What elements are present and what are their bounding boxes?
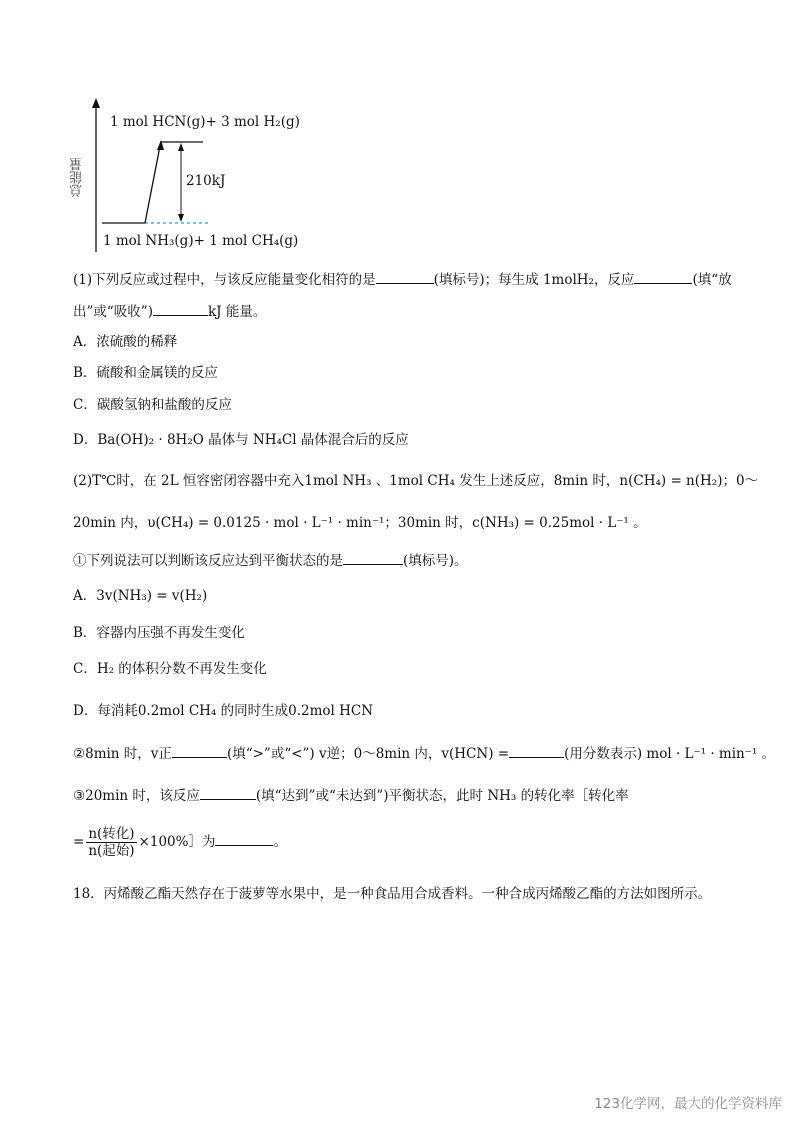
q1-line1: (1)下列反应或过程中，与该反应能量变化相符的是 (填标号)；每生成 1molH₂，反应 (填“放	[73, 272, 732, 288]
q18-text: 18．丙烯酸乙酯天然存在于菠萝等水果中，是一种食品用合成香料。一种合成丙烯酸乙酯的方法如图所示。	[73, 886, 712, 902]
q2-sub3: ③20min 时，该反应 (填“达到”或“未达到”)平衡状态，此时 NH₃ 的转化率［转化率	[73, 788, 629, 804]
y-axis-arrowhead	[92, 98, 100, 108]
conversion-fraction: $\frac{\text{n(转化)}}{\text{n(起始)}}$	[88, 826, 135, 860]
answer-blank[interactable]	[153, 303, 208, 316]
gap-arrowhead-down	[178, 214, 184, 222]
transition-line	[145, 146, 160, 223]
answer-blank[interactable]	[172, 745, 227, 758]
q2-sub1: ①下列说法可以判断该反应达到平衡状态的是 (填标号)。	[73, 553, 468, 569]
q2-sub1-option-d: D．每消耗0.2mol CH₄ 的同时生成0.2mol HCN	[73, 703, 374, 719]
q1-option-d: D．Ba(OH)₂ · 8H₂O 晶体与 NH₄Cl 晶体混合后的反应	[73, 432, 409, 448]
answer-blank[interactable]	[215, 833, 273, 846]
q1-option-c: C．碳酸氢钠和盐酸的反应	[73, 397, 232, 413]
answer-blank[interactable]	[509, 745, 564, 758]
answer-blank[interactable]	[376, 271, 434, 284]
q1-option-b: B．硫酸和金属镁的反应	[73, 365, 218, 381]
q2-sub2: ②8min 时，v正 (填“>”或“<”) v逆；0～8min 内，v(HCN) = (用分数表示) mol · L⁻¹ · min⁻¹ 。	[73, 746, 776, 762]
q2-sub1-option-c: C．H₂ 的体积分数不再发生变化	[73, 661, 267, 677]
q1-option-a: A．浓硫酸的稀释	[73, 334, 178, 350]
answer-blank[interactable]	[634, 271, 692, 284]
q2-sub1-option-b: B．容器内压强不再发生变化	[73, 625, 245, 641]
watermark: 123化学网，最大的化学资料库	[594, 1096, 782, 1112]
q2-intro-line1: (2)T℃时，在 2L 恒容密闭容器中充入1mol NH₃ 、1mol CH₄ 发生上述反应，8min 时，n(CH₄) = n(H₂)；0～	[73, 473, 759, 489]
energy-gap-label: 210kJ	[186, 173, 226, 189]
q2-sub1-option-a: A．3v(NH₃) = v(H₂)	[73, 588, 208, 604]
answer-blank[interactable]	[343, 552, 403, 565]
y-axis-label: 总能量	[70, 158, 85, 197]
gap-arrowhead-up	[178, 143, 184, 151]
q2-sub3-formula: = $\frac{\text{n(转化)}}{\text{n(起始)}}$ ×100%］为 。	[73, 826, 287, 860]
upper-level-label: 1 mol HCN(g)+ 3 mol H₂(g)	[110, 114, 300, 130]
q2-intro-line2: 20min 内，υ(CH₄) = 0.0125 · mol · L⁻¹ · min⁻¹；30min 时，c(NH₃) = 0.25mol · L⁻¹ 。	[73, 515, 647, 531]
answer-blank[interactable]	[200, 787, 256, 800]
q1-line2: 出”或“吸收”) kJ 能量。	[73, 304, 267, 320]
lower-level-label: 1 mol NH₃(g)+ 1 mol CH₄(g)	[103, 233, 299, 249]
